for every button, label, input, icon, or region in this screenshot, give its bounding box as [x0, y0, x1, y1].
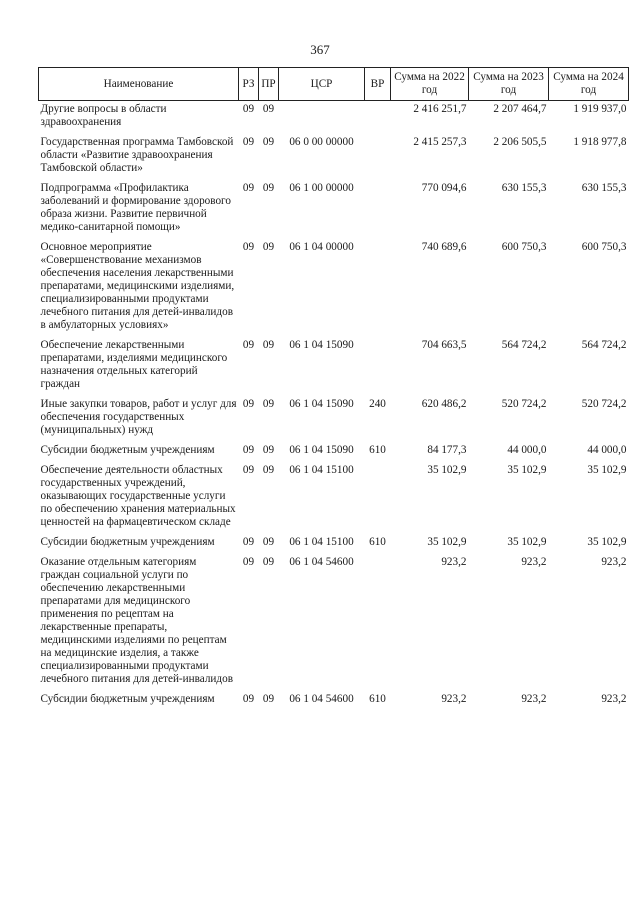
table-row [39, 442, 629, 462]
budget-table [38, 67, 629, 711]
row-sum-2024: 44 000,0 [587, 444, 627, 456]
row-csr: 06 1 04 15100 [289, 536, 354, 548]
row-name: Государственная программа Тамбовской области «Развитие здравоохранения Тамбовской области» [40, 136, 234, 174]
row-name: Субсидии бюджетным учреждениям [40, 444, 215, 456]
row-sum-2024: 1 918 977,8 [573, 136, 627, 148]
row-name: Обеспечение лекарственными препаратами, изделиями медицинского назначения отдельных категорий граждан [40, 339, 228, 390]
row-sum-2024: 520 724,2 [581, 398, 627, 410]
row-rz: 09 [242, 556, 255, 568]
table-row [39, 239, 629, 337]
row-csr: 06 1 00 00000 [289, 182, 354, 194]
row-pr: 09 [262, 136, 275, 148]
row-sum-2022: 740 689,6 [421, 241, 467, 253]
row-vr: 610 [369, 536, 386, 548]
row-name: Субсидии бюджетным учреждениям [40, 536, 215, 548]
row-sum-2022: 35 102,9 [427, 464, 467, 476]
page-number: 367 [310, 42, 330, 57]
table-row [39, 554, 629, 691]
row-csr: 06 1 04 15090 [289, 339, 354, 351]
row-sum-2022: 2 415 257,3 [413, 136, 467, 148]
table-row [39, 101, 629, 135]
table-row [39, 462, 629, 534]
row-sum-2022: 84 177,3 [427, 444, 467, 456]
row-sum-2024: 35 102,9 [587, 464, 627, 476]
row-vr: 610 [369, 693, 386, 705]
row-rz: 09 [242, 398, 255, 410]
row-rz: 09 [242, 182, 255, 194]
table-body [39, 101, 629, 712]
row-csr: 06 1 04 15090 [289, 398, 354, 410]
row-rz: 09 [242, 339, 255, 351]
row-sum-2023: 520 724,2 [501, 398, 547, 410]
col-header-sum-2024: Сумма на 2024 год [549, 68, 629, 101]
row-rz: 09 [242, 693, 255, 705]
row-vr [365, 101, 391, 135]
row-vr [365, 180, 391, 239]
row-sum-2024: 923,2 [601, 693, 627, 705]
row-sum-2024: 1 919 937,0 [573, 103, 627, 115]
row-sum-2023: 2 207 464,7 [493, 103, 547, 115]
row-sum-2023: 600 750,3 [501, 241, 547, 253]
row-vr [365, 239, 391, 337]
row-vr [365, 554, 391, 691]
row-sum-2022: 704 663,5 [421, 339, 467, 351]
row-name: Субсидии бюджетным учреждениям [40, 693, 215, 705]
row-sum-2022: 620 486,2 [421, 398, 467, 410]
col-header-sum-2023: Сумма на 2023 год [469, 68, 549, 101]
col-header-sum-2022: Сумма на 2022 год [391, 68, 469, 101]
row-pr: 09 [262, 182, 275, 194]
row-rz: 09 [242, 103, 255, 115]
row-rz: 09 [242, 136, 255, 148]
row-vr: 240 [369, 398, 386, 410]
row-rz: 09 [242, 536, 255, 548]
row-csr: 06 1 04 15090 [289, 444, 354, 456]
table-row [39, 337, 629, 396]
table-header-row [39, 68, 629, 101]
row-sum-2024: 630 155,3 [581, 182, 627, 194]
table-row [39, 534, 629, 554]
row-vr: 610 [369, 444, 386, 456]
row-pr: 09 [262, 339, 275, 351]
row-rz: 09 [242, 241, 255, 253]
row-name: Другие вопросы в области здравоохранения [40, 103, 167, 128]
row-csr [279, 101, 365, 135]
table-row [39, 691, 629, 711]
row-pr: 09 [262, 693, 275, 705]
row-sum-2022: 35 102,9 [427, 536, 467, 548]
col-header-vr: ВР [365, 68, 391, 101]
row-pr: 09 [262, 536, 275, 548]
col-header-rz: РЗ [239, 68, 259, 101]
row-sum-2023: 630 155,3 [501, 182, 547, 194]
row-sum-2023: 923,2 [521, 556, 547, 568]
row-sum-2024: 600 750,3 [581, 241, 627, 253]
row-name: Подпрограмма «Профилактика заболеваний и формирование здорового образа жизни. Развитие первичной медико-санитарной помощи» [40, 182, 231, 233]
col-header-csr: ЦСР [279, 68, 365, 101]
row-sum-2022: 770 094,6 [421, 182, 467, 194]
row-pr: 09 [262, 464, 275, 476]
row-name: Оказание отдельным категориям граждан социальной услуги по обеспечению лекарственными препаратами для медицинского применения по рецептам на лекарственные препараты, медицинскими изделиями по рецептам на медицинские изделия, а также специализированными продуктами лечебного питания для детей-инвалидов [40, 556, 233, 685]
row-vr [365, 462, 391, 534]
row-sum-2023: 44 000,0 [507, 444, 547, 456]
row-rz: 09 [242, 464, 255, 476]
col-header-pr: ПР [259, 68, 279, 101]
row-sum-2022: 923,2 [441, 556, 467, 568]
row-sum-2023: 2 206 505,5 [493, 136, 547, 148]
row-vr [365, 337, 391, 396]
table-row [39, 180, 629, 239]
row-sum-2022: 2 416 251,7 [413, 103, 467, 115]
row-csr: 06 1 04 00000 [289, 241, 354, 253]
row-sum-2024: 35 102,9 [587, 536, 627, 548]
row-sum-2023: 564 724,2 [501, 339, 547, 351]
row-pr: 09 [262, 556, 275, 568]
row-sum-2023: 35 102,9 [507, 536, 547, 548]
row-csr: 06 1 04 54600 [289, 556, 354, 568]
table-row [39, 134, 629, 180]
row-pr: 09 [262, 241, 275, 253]
row-csr: 06 0 00 00000 [289, 136, 354, 148]
row-vr [365, 134, 391, 180]
row-sum-2023: 35 102,9 [507, 464, 547, 476]
row-pr: 09 [262, 444, 275, 456]
row-name: Обеспечение деятельности областных государственных учреждений, оказывающих государственные услуги по обеспечению хранения материальных ценностей на фармацевтическом складе [40, 464, 236, 528]
row-sum-2024: 564 724,2 [581, 339, 627, 351]
col-header-name: Наименование [39, 68, 239, 101]
row-csr: 06 1 04 15100 [289, 464, 354, 476]
row-pr: 09 [262, 103, 275, 115]
table-row [39, 396, 629, 442]
row-name: Иные закупки товаров, работ и услуг для обеспечения государственных (муниципальных) нужд [40, 398, 237, 436]
row-pr: 09 [262, 398, 275, 410]
row-sum-2022: 923,2 [441, 693, 467, 705]
row-sum-2024: 923,2 [601, 556, 627, 568]
row-csr: 06 1 04 54600 [289, 693, 354, 705]
row-rz: 09 [242, 444, 255, 456]
row-name: Основное мероприятие «Совершенствование механизмов обеспечения населения лекарственными препаратами, медицинскими изделиями, специализированными продуктами лечебного питания для детей-инвалидов в амбулаторных условиях» [40, 241, 235, 331]
row-sum-2023: 923,2 [521, 693, 547, 705]
